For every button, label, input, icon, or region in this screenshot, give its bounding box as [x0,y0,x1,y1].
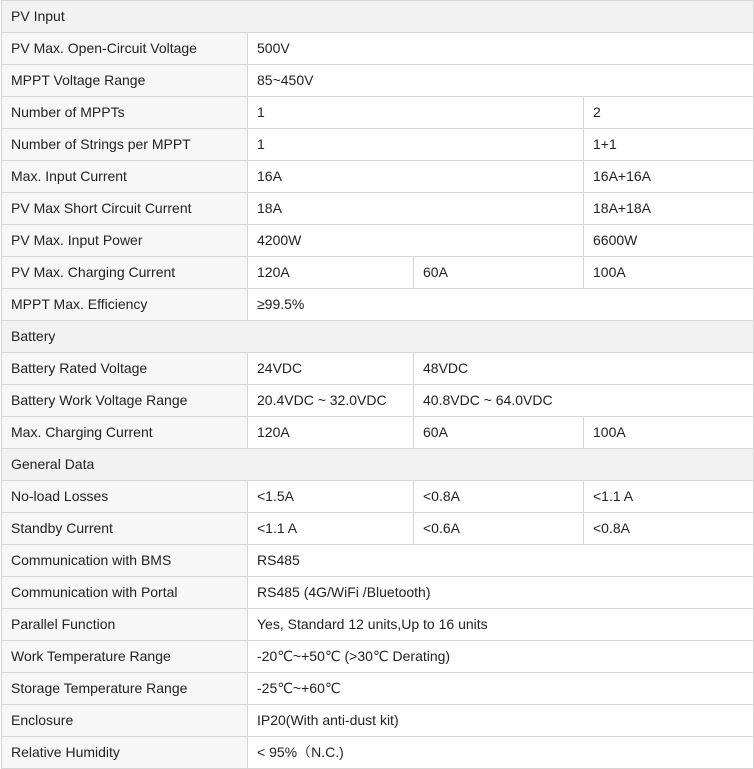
table-row [2,289,754,321]
row-value: 20.4VDC ~ 32.0VDC [248,385,414,417]
row-value: 1 [248,97,584,129]
row-value: -25℃~+60℃ [248,673,754,705]
table-row [2,737,754,769]
table-row [2,513,754,545]
table-row [2,609,754,641]
row-label: Communication with Portal [2,577,248,609]
row-label: MPPT Max. Efficiency [2,289,248,321]
row-label: Battery Rated Voltage [2,353,248,385]
row-value: 1+1 [584,129,754,161]
row-value: 500V [248,33,754,65]
table-row [2,225,754,257]
row-label: Work Temperature Range [2,641,248,673]
row-value: <0.8A [414,481,584,513]
row-value: <1.1 A [248,513,414,545]
table-row [2,705,754,737]
table-row [2,33,754,65]
section-header-row [2,321,754,353]
row-value: 18A+18A [584,193,754,225]
row-value: 16A+16A [584,161,754,193]
section-title: Battery [2,321,754,353]
row-value: <1.5A [248,481,414,513]
row-value: <1.1 A [584,481,754,513]
table-row [2,577,754,609]
row-value: <0.6A [414,513,584,545]
table-row [2,97,754,129]
section-title: General Data [2,449,754,481]
spec-table [1,0,754,769]
section-header-row [2,1,754,33]
table-row [2,673,754,705]
row-label: Storage Temperature Range [2,673,248,705]
row-label: No-load Losses [2,481,248,513]
row-value: IP20(With anti-dust kit) [248,705,754,737]
row-label: PV Max. Charging Current [2,257,248,289]
row-value: 2 [584,97,754,129]
row-value: RS485 [248,545,754,577]
spec-table-body [2,1,754,769]
row-value: 40.8VDC ~ 64.0VDC [414,385,754,417]
table-row [2,481,754,513]
row-value: Yes, Standard 12 units,Up to 16 units [248,609,754,641]
table-row [2,129,754,161]
row-label: Relative Humidity [2,737,248,769]
row-label: Number of MPPTs [2,97,248,129]
row-value: 1 [248,129,584,161]
row-value: 120A [248,257,414,289]
row-label: PV Max Short Circuit Current [2,193,248,225]
row-value: 18A [248,193,584,225]
row-label: Battery Work Voltage Range [2,385,248,417]
table-row [2,545,754,577]
table-row [2,417,754,449]
row-label: PV Max. Input Power [2,225,248,257]
row-label: PV Max. Open-Circuit Voltage [2,33,248,65]
row-label: Max. Charging Current [2,417,248,449]
row-label: MPPT Voltage Range [2,65,248,97]
row-value: 60A [414,257,584,289]
section-header-row [2,449,754,481]
row-value: 100A [584,417,754,449]
row-value: -20℃~+50℃ (>30℃ Derating) [248,641,754,673]
row-label: Standby Current [2,513,248,545]
row-value: 85~450V [248,65,754,97]
row-value: 16A [248,161,584,193]
row-label: Parallel Function [2,609,248,641]
row-value: < 95%（N.C.) [248,737,754,769]
table-row [2,385,754,417]
table-row [2,65,754,97]
row-label: Max. Input Current [2,161,248,193]
row-value: 24VDC [248,353,414,385]
row-label: Number of Strings per MPPT [2,129,248,161]
table-row [2,641,754,673]
row-value: 60A [414,417,584,449]
row-value: 100A [584,257,754,289]
row-value: 6600W [584,225,754,257]
row-value: RS485 (4G/WiFi /Bluetooth) [248,577,754,609]
table-row [2,353,754,385]
row-value: 48VDC [414,353,754,385]
table-row [2,193,754,225]
section-title: PV Input [2,1,754,33]
row-label: Enclosure [2,705,248,737]
row-value: <0.8A [584,513,754,545]
row-label: Communication with BMS [2,545,248,577]
row-value: 120A [248,417,414,449]
row-value: 4200W [248,225,584,257]
row-value: ≥99.5% [248,289,754,321]
table-row [2,257,754,289]
table-row [2,161,754,193]
